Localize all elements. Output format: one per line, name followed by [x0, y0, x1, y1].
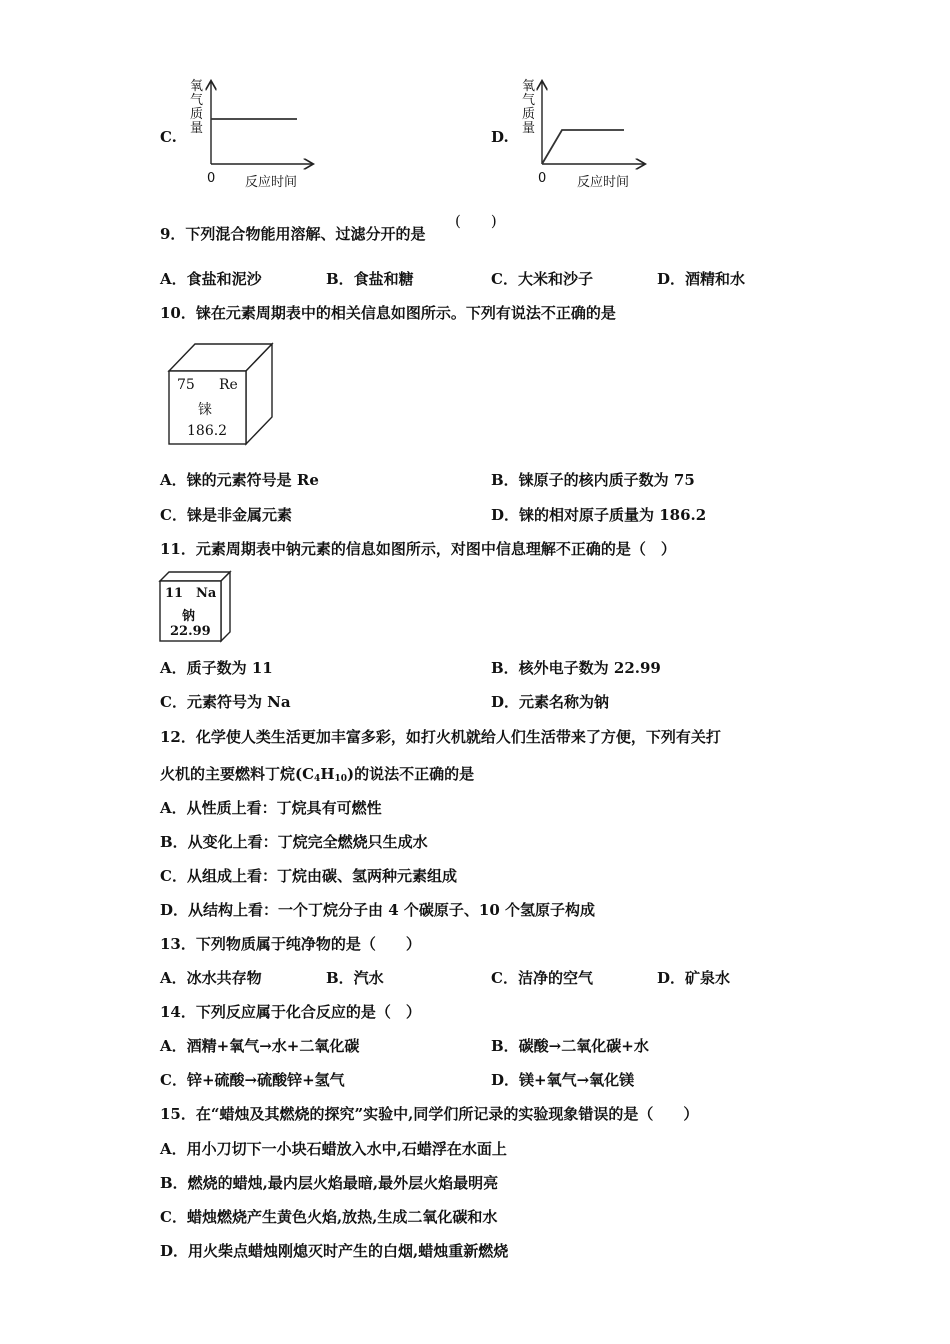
q11-card-symbol: Na: [196, 586, 217, 601]
q15-option-d: D．用火柴点蜡烛刚熄灭时产生的白烟,蜡烛重新燃烧: [160, 1242, 509, 1260]
q11-stem: 11．元素周期表中钠元素的信息如图所示，对图中信息理解不正确的是（ ）: [160, 540, 676, 558]
q9-option-a: A．食盐和泥沙: [160, 270, 262, 288]
q12-option-b: B．从变化上看：丁烷完全燃烧只生成水: [160, 833, 428, 851]
q13-option-c: C．洁净的空气: [491, 969, 593, 987]
q15-stem: 15．在“蜡烛及其燃烧的探究”实验中,同学们所记录的实验现象错误的是（ ）: [160, 1105, 699, 1123]
q12-option-a: A．从性质上看：丁烷具有可燃性: [160, 799, 382, 817]
q11-option-c: C．元素符号为 Na: [160, 693, 291, 711]
q10-card-name: 铼: [198, 402, 212, 418]
graph-c-origin: 0: [207, 171, 216, 186]
q10-card-mass: 186.2: [187, 423, 228, 439]
graph-c-xlabel: 反应时间: [245, 175, 298, 190]
q10-card-number: 75: [177, 377, 195, 393]
q10-option-c: C．铼是非金属元素: [160, 506, 292, 524]
q12-option-c: C．从组成上看：丁烷由碳、氢两种元素组成: [160, 867, 457, 885]
q11-option-d: D．元素名称为钠: [491, 693, 610, 711]
q10-option-b: B．铼原子的核内质子数为 75: [491, 471, 695, 489]
q9-stem: 9．下列混合物能用溶解、过滤分开的是: [160, 225, 426, 243]
q13-option-a: A．冰水共存物: [160, 969, 262, 987]
graph-c-axes: [200, 76, 320, 176]
q10-stem: 10．铼在元素周期表中的相关信息如图所示。下列有说法不正确的是: [160, 304, 616, 322]
q9-option-b: B．食盐和糖: [326, 270, 414, 288]
q12-option-d: D．从结构上看：一个丁烷分子由 4 个碳原子、10 个氢原子构成: [160, 901, 595, 919]
q10-option-a: A．铼的元素符号是 Re: [160, 471, 319, 489]
q10-card-symbol: Re: [219, 377, 238, 393]
graph-d-ylabel: 氧气质量: [522, 79, 536, 136]
q14-option-d: D．镁+氧气→氧化镁: [491, 1071, 635, 1089]
graph-c-label: C.: [160, 128, 177, 146]
q15-option-c: C．蜡烛燃烧产生黄色火焰,放热,生成二氧化碳和水: [160, 1208, 498, 1226]
q11-card-mass: 22.99: [170, 624, 211, 639]
q10-option-d: D．铼的相对原子质量为 186.2: [491, 506, 707, 524]
graph-d-line: [542, 130, 624, 164]
graph-c-ylabel: 氧气质量: [190, 79, 204, 136]
q9-option-c: C．大米和沙子: [491, 270, 593, 288]
q15-option-a: A．用小刀切下一小块石蜡放入水中,石蜡浮在水面上: [160, 1140, 507, 1158]
q12-stem-line1: 12．化学使人类生活更加丰富多彩，如打火机就给人们生活带来了方便，下列有关打: [160, 728, 721, 746]
q11-card-number: 11: [165, 586, 184, 601]
graph-d-xlabel: 反应时间: [577, 175, 630, 190]
q13-option-d: D．矿泉水: [657, 969, 731, 987]
q14-option-b: B．碳酸→二氧化碳+水: [491, 1037, 649, 1055]
graph-d-label: D.: [491, 128, 509, 146]
q9-option-d: D．酒精和水: [657, 270, 746, 288]
q11-card-name: 钠: [182, 609, 196, 624]
q13-stem: 13．下列物质属于纯净物的是（ ）: [160, 935, 421, 953]
q15-option-b: B．燃烧的蜡烛,最内层火焰最暗,最外层火焰最明亮: [160, 1174, 499, 1192]
q12-stem-line2: 火机的主要燃料丁烷$(C_4H_{10})$的说法不正确的是: [160, 765, 475, 784]
graph-d-origin: 0: [538, 171, 547, 186]
q14-option-c: C．锌+硫酸→硫酸锌+氢气: [160, 1071, 345, 1089]
q13-option-b: B．汽水: [326, 969, 384, 987]
q14-option-a: A．酒精+氧气→水+二氧化碳: [160, 1037, 360, 1055]
q11-option-a: A．质子数为 11: [160, 659, 273, 677]
q9-paren: ( ): [455, 212, 497, 230]
q14-stem: 14．下列反应属于化合反应的是（ ）: [160, 1003, 421, 1021]
q11-option-b: B．核外电子数为 22.99: [491, 659, 661, 677]
graph-d-axes: [532, 76, 652, 176]
